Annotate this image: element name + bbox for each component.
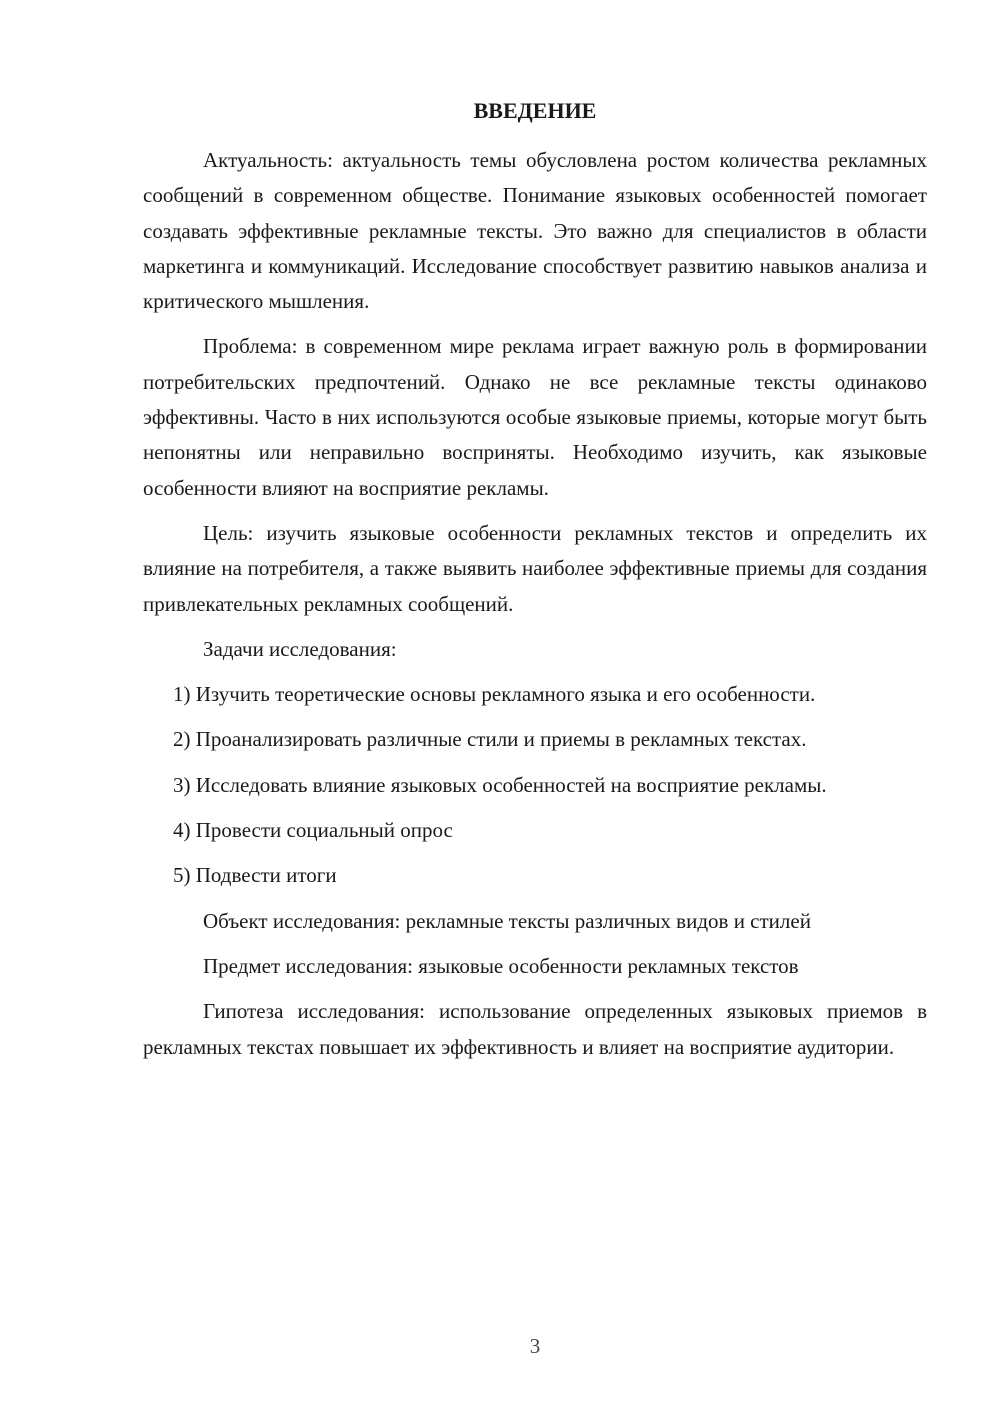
paragraph-hypothesis: Гипотеза исследования: использование определенных языковых приемов в рекламных текстах повышает их эффективность и влияет на восприятие аудитории. [143, 999, 927, 1059]
document-body [143, 143, 927, 1075]
page-number: 3 [529, 1334, 541, 1358]
paragraph-object: Объект исследования: рекламные тексты различных видов и стилей [203, 908, 811, 933]
paragraph-problem: Проблема: в современном мире реклама играет важную роль в формировании потребительских предпочтений. Однако не все рекламные тексты одинаково эффективны. Часто в них используются особые языковые приемы, которые могут быть непонятны или неправильно восприняты. Необходимо изучить, как языковые особенности влияют на восприятие рекламы. [143, 334, 927, 500]
paragraph-goal: Цель: изучить языковые особенности рекламных текстов и определить их влияние на потребителя, а также выявить наиболее эффективные приемы для создания привлекательных рекламных сообщений. [143, 520, 927, 616]
page-title: ВВЕДЕНИЕ [473, 98, 597, 123]
tasks-heading: Задачи исследования: [203, 636, 397, 661]
task-item-1: 1) Изучить теоретические основы рекламного языка и его особенности. [173, 682, 816, 707]
task-item-2: 2) Проанализировать различные стили и приемы в рекламных текстах. [173, 727, 807, 752]
paragraph-relevance: Актуальность: актуальность темы обусловлена ростом количества рекламных сообщений в современном обществе. Понимание языковых особенностей помогает создавать эффективные рекламные тексты. Это важно для специалистов в области маркетинга и коммуникаций. Исследование способствует развитию навыков анализа и критического мышления. [143, 148, 927, 314]
task-item-3: 3) Исследовать влияние языковых особенностей на восприятие рекламы. [173, 772, 827, 797]
document-page [143, 0, 927, 1414]
task-item-5: 5) Подвести итоги [173, 863, 337, 888]
task-item-4: 4) Провести социальный опрос [173, 818, 453, 843]
paragraph-subject: Предмет исследования: языковые особенности рекламных текстов [203, 953, 799, 978]
